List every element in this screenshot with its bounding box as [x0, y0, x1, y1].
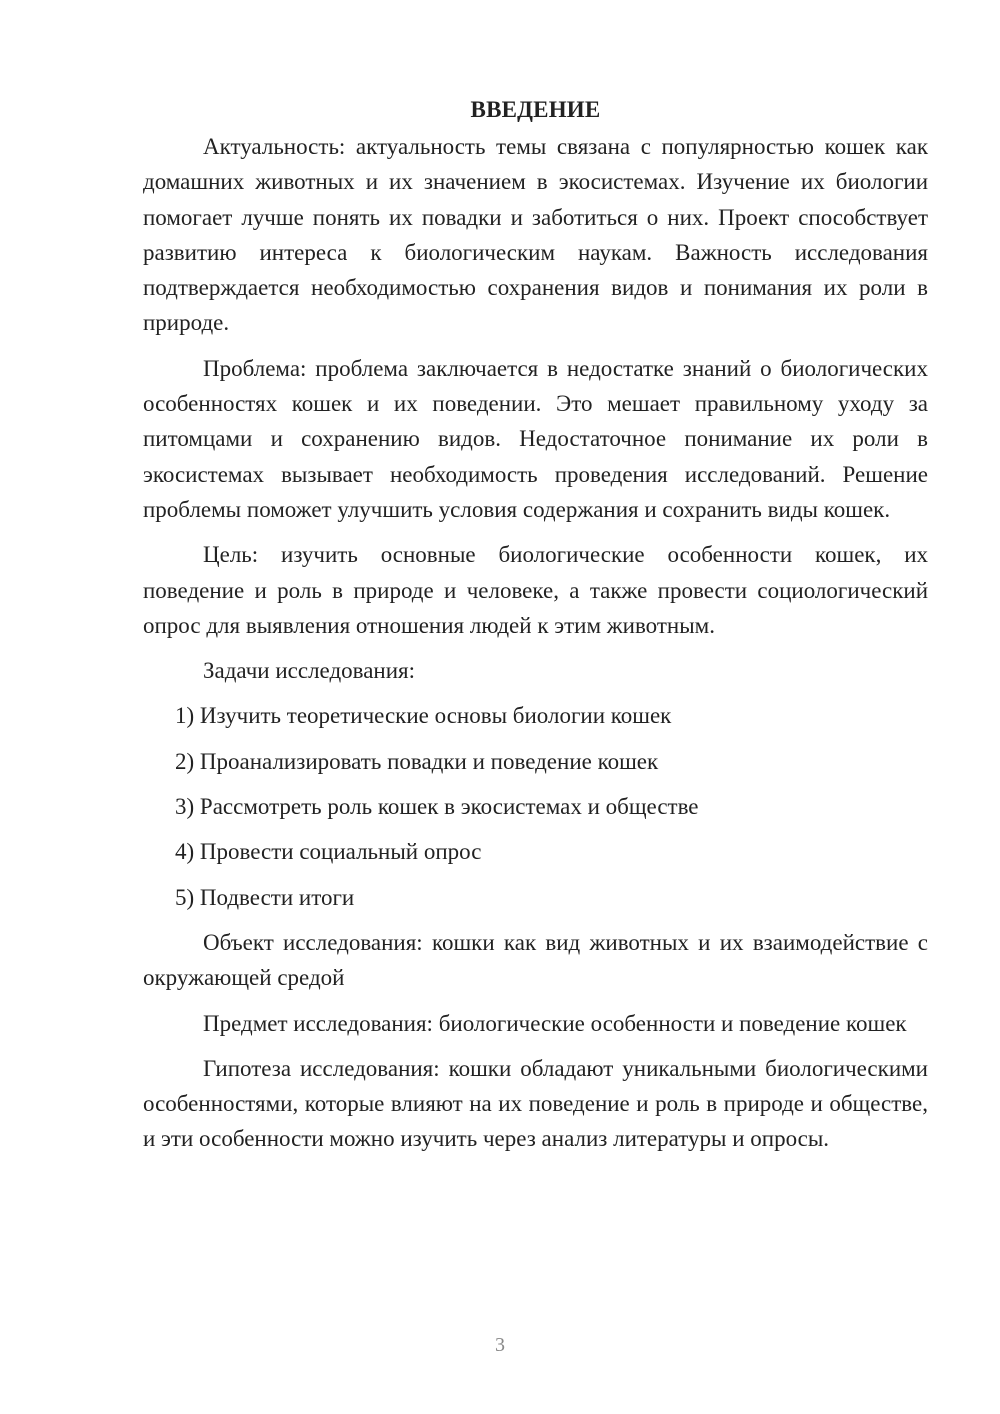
list-item: 3) Рассмотреть роль кошек в экосистемах и обществе: [175, 794, 699, 820]
list-item: 1) Изучить теоретические основы биологии кошек: [175, 703, 672, 729]
list-item: 2) Проанализировать повадки и поведение кошек: [175, 748, 659, 774]
page-title: ВВЕДЕНИЕ: [470, 97, 601, 122]
relevance-paragraph: Актуальность: актуальность темы связана с популярностью кошек как домашних животных и их значением в экосистемах. Изучение их биологии помогает лучше понять их повадки и заботиться о них. Проект способствует развитию интереса к биологическим наукам. Важность исследования подтверждается необходимостью сохранения видов и понимания их роли в природе.: [143, 134, 928, 336]
tasks-list: [143, 698, 928, 914]
hypothesis-paragraph: Гипотеза исследования: кошки обладают уникальными биологическими особенностями, которые влияют на их поведение и роль в природе и обществе, и эти особенности можно изучить через анализ литературы и опросы.: [143, 1055, 928, 1152]
subject-paragraph: Предмет исследования: биологические особенности и поведение кошек: [203, 1010, 907, 1036]
page-number: 3: [495, 1334, 505, 1356]
tasks-heading: Задачи исследования:: [203, 658, 416, 684]
list-item: 5) Подвести итоги: [175, 884, 355, 910]
object-paragraph: Объект исследования: кошки как вид животных и их взаимодействие с окружающей средой: [143, 929, 928, 991]
goal-paragraph: Цель: изучить основные биологические особенности кошек, их поведение и роль в природе и человеке, а также провести социологический опрос для выявления отношения людей к этим животным.: [143, 542, 928, 638]
problem-paragraph: Проблема: проблема заключается в недостатке знаний о биологических особенностях кошек и их поведении. Это мешает правильному уходу за питомцами и сохранению видов. Недостаточное понимание их роли в экосистемах вызывает необходимость проведения исследований. Решение проблемы поможет улучшить условия содержания и сохранить виды кошек.: [143, 355, 928, 522]
list-item: 4) Провести социальный опрос: [175, 839, 482, 865]
document-body: [143, 92, 928, 1157]
